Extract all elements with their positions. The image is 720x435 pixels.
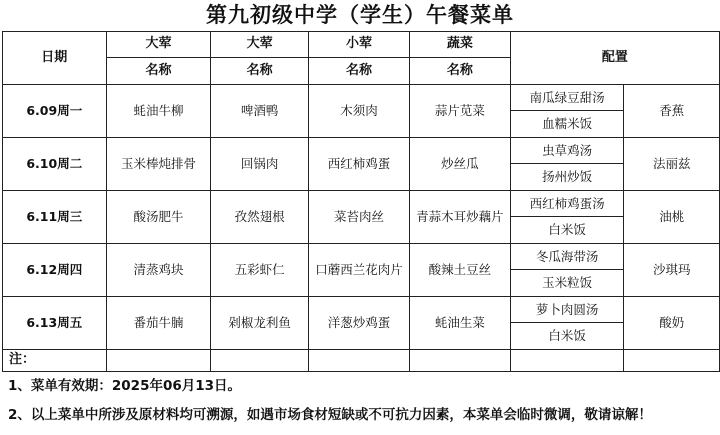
config-header: 配置 xyxy=(510,32,719,85)
veg-cell: 蒜片苋菜 xyxy=(409,85,510,138)
table-row xyxy=(3,191,720,217)
col4-type-header: 蔬菜 xyxy=(409,32,510,58)
veg-cell: 酸辣土豆丝 xyxy=(409,244,510,297)
staple-cell: 白米饭 xyxy=(510,217,624,244)
notes-row xyxy=(3,350,720,372)
date-cell: 6.11周三 xyxy=(3,191,107,244)
footnote-disclaimer: 2、以上菜单中所涉及原材料均可溯源，如遇市场食材短缺或不可抗力因素，本菜单会临时微调，敬请谅解！ xyxy=(8,407,652,423)
date-cell: 6.10周二 xyxy=(3,138,107,191)
dish-cell: 酸汤肥牛 xyxy=(106,191,211,244)
fruit-cell: 酸奶 xyxy=(624,297,720,350)
soup-cell: 西红柿鸡蛋汤 xyxy=(510,191,624,217)
table-row xyxy=(3,138,720,164)
fruit-cell: 沙琪玛 xyxy=(624,244,720,297)
veg-cell: 蚝油生菜 xyxy=(409,297,510,350)
staple-cell: 扬州炒饭 xyxy=(510,164,624,191)
dish-cell: 菜苔肉丝 xyxy=(309,191,410,244)
col2-name-header: 名称 xyxy=(211,58,309,85)
empty-cell xyxy=(624,350,720,372)
date-cell: 6.09周一 xyxy=(3,85,107,138)
dish-cell: 番茄牛腩 xyxy=(106,297,211,350)
soup-cell: 冬瓜海带汤 xyxy=(510,244,624,270)
dish-cell: 木须肉 xyxy=(309,85,410,138)
dish-cell: 蚝油牛柳 xyxy=(106,85,211,138)
soup-cell: 南瓜绿豆甜汤 xyxy=(510,85,624,111)
empty-cell xyxy=(510,350,624,372)
table-row xyxy=(3,297,720,323)
col2-type-header: 大荤 xyxy=(211,32,309,58)
table-row xyxy=(3,85,720,111)
footnote-validity: 1、菜单有效期：2025年06月13日。 xyxy=(8,378,242,394)
header-row-types xyxy=(3,32,720,58)
date-header: 日期 xyxy=(3,32,107,85)
empty-cell xyxy=(106,350,211,372)
table-row xyxy=(3,244,720,270)
date-cell: 6.13周五 xyxy=(3,297,107,350)
notes-label: 注： xyxy=(3,350,107,372)
lunch-menu-table xyxy=(2,31,720,372)
fruit-cell: 香蕉 xyxy=(624,85,720,138)
dish-cell: 啤酒鸭 xyxy=(211,85,309,138)
col1-name-header: 名称 xyxy=(106,58,211,85)
col3-name-header: 名称 xyxy=(309,58,410,85)
dish-cell: 清蒸鸡块 xyxy=(106,244,211,297)
dish-cell: 西红柿鸡蛋 xyxy=(309,138,410,191)
page-title: 第九初级中学（学生）午餐菜单 xyxy=(206,3,514,27)
dish-cell: 洋葱炒鸡蛋 xyxy=(309,297,410,350)
dish-cell: 回锅肉 xyxy=(211,138,309,191)
staple-cell: 血糯米饭 xyxy=(510,111,624,138)
dish-cell: 孜然翅根 xyxy=(211,191,309,244)
dish-cell: 口蘑西兰花肉片 xyxy=(309,244,410,297)
date-cell: 6.12周四 xyxy=(3,244,107,297)
empty-cell xyxy=(409,350,510,372)
empty-cell xyxy=(211,350,309,372)
dish-cell: 玉米棒炖排骨 xyxy=(106,138,211,191)
veg-cell: 炒丝瓜 xyxy=(409,138,510,191)
staple-cell: 白米饭 xyxy=(510,323,624,350)
fruit-cell: 油桃 xyxy=(624,191,720,244)
staple-cell: 玉米粒饭 xyxy=(510,270,624,297)
empty-cell xyxy=(309,350,410,372)
fruit-cell: 法丽兹 xyxy=(624,138,720,191)
col3-type-header: 小荤 xyxy=(309,32,410,58)
soup-cell: 萝卜肉圆汤 xyxy=(510,297,624,323)
col1-type-header: 大荤 xyxy=(106,32,211,58)
soup-cell: 虫草鸡汤 xyxy=(510,138,624,164)
dish-cell: 剁椒龙利鱼 xyxy=(211,297,309,350)
dish-cell: 五彩虾仁 xyxy=(211,244,309,297)
col4-name-header: 名称 xyxy=(409,58,510,85)
veg-cell: 青蒜木耳炒藕片 xyxy=(409,191,510,244)
